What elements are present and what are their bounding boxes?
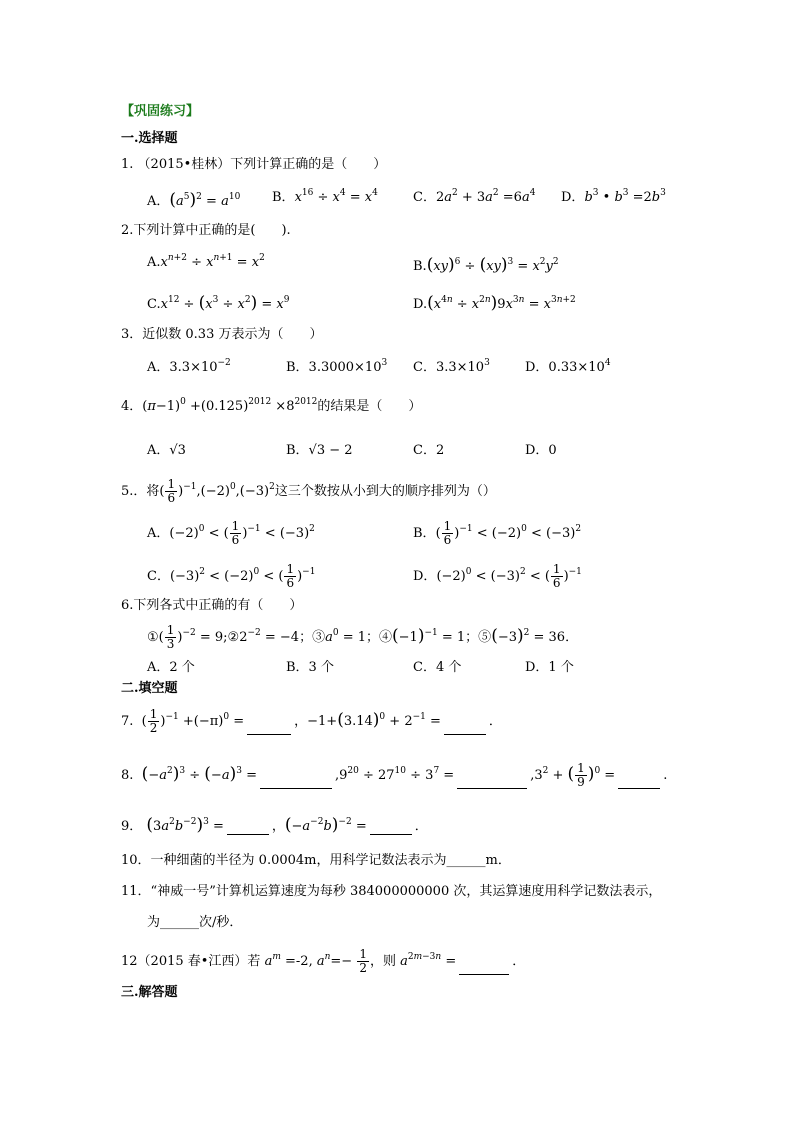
q7-blank-2[interactable]: [444, 734, 486, 735]
q3-option-c: C．$3.3\times 10^3$: [413, 358, 490, 375]
q5-option-d: D．$(-2)^0 < (-3)^2$ < ( $\frac{1}{6}$ )$^{-1}$: [413, 562, 582, 590]
section-answer-heading: 三.解答题: [121, 985, 178, 1000]
q9-blank-2[interactable]: [370, 834, 412, 835]
q2-option-c: $C.x^{12} \div (x^3 \div x^2) = x^9$: [147, 293, 290, 313]
q2-option-b: $B.(xy)^6 \div (xy)^3 = x^2y^2$: [413, 255, 559, 275]
q1-stem: （2015•桂林）下列计算正确的是（ ）: [137, 157, 387, 172]
question-10: 10．一种细菌的半径为 0.0004m，用科学记数法表示为______m．: [121, 853, 511, 868]
q7-blank-1[interactable]: [247, 734, 291, 735]
q5-suffix: 这三个数按从小到大的顺序排列为（）: [274, 484, 496, 499]
q5-option-b: B．( $\frac{1}{6}$ )$^{-1} < (-2)^0 < (-3)^2$: [413, 519, 582, 547]
q4-option-d: D．0: [525, 443, 557, 458]
q8-blank-2[interactable]: [457, 788, 527, 789]
q5-prefix: 5.．将: [121, 484, 160, 499]
question-7: 7. ( $\frac{1}{2}$ )$^{-1} +(-\pi)^0$ = ，$-1+(3.14)^0 + 2^{-1}$ = ．: [121, 707, 502, 735]
q1-option-a: A．$(a^5)^2 = a^{10}$: [147, 190, 241, 210]
section-fill-heading: 二.填空题: [121, 681, 178, 696]
q1-number: 1.: [121, 157, 134, 172]
q2-option-d: $D.(x^{4n} \div x^{2n})9x^{3n} = x^{3n+2}$: [413, 293, 576, 313]
q2-option-a: $A.x^{n+2} \div x^{n+1} = x^2$: [147, 253, 265, 270]
q4-option-c: C．2: [413, 443, 445, 458]
q4-option-a: A．√3: [147, 443, 186, 458]
q3-option-d: D．$0.33\times 10^4$: [525, 358, 611, 375]
q4-stem-suffix: 的结果是（ ）: [317, 399, 422, 414]
q6-option-b: B．3 个: [286, 660, 334, 675]
q3-option-b: B．$3.3000\times 10^3$: [286, 358, 388, 375]
q1-option-c: C．$2a^2 + 3a^2 =6a^4$: [413, 188, 536, 205]
q6-option-d: D．1 个: [525, 660, 574, 675]
q8-blank-3[interactable]: [618, 788, 660, 789]
q3-stem: 3．近似数 0.33 万表示为（ ）: [121, 327, 323, 342]
q5-stem: 5.．将( $\frac{1}{6}$ )$^{-1},(-2)^0,(-3)^2$这三个数按从小到大的顺序排列为（）: [121, 477, 496, 505]
question-8: 8. $(-a^2)^3 \div (-a)^3 = ,9^{20} \div 27^{10} \div 3^7 = ,3^2$ + ( $\frac{1}{9}$ )$^0$ = .: [121, 761, 668, 789]
q8-blank-1[interactable]: [260, 788, 332, 789]
question-9: 9． $(3a^2b^{-2})^3$ = ，$(-a^{-2}b)^{-2}$ = ．: [121, 815, 428, 835]
q4-stem: 4．$(\pi-1)^0 +(0.125)^{2012} \times 8^{2012}$的结果是（ ）: [121, 397, 422, 414]
question-11-line-2: 为______次/秒．: [147, 915, 243, 930]
q12-blank[interactable]: [459, 974, 509, 975]
practice-section-heading: 【巩固练习】: [121, 104, 200, 119]
q1-option-d: D．$b^3$ • $b^3 =2b^3$: [561, 188, 666, 205]
q1-option-b: B．$x^{16} \div x^4 = x^4$: [272, 188, 378, 205]
q6-statements: ①( $\frac{1}{3}$ )$^{-2} = 9;②2^{-2} = -4$；$③a^0 = 1$；$④(-1)^{-1} = 1$；$⑤(-3)^2 = 36$．: [147, 623, 579, 651]
question-12: 12（2015 春•江西）若 $a^m =-2$, $a^n=-$ $\frac{1}{2}$ ，则 $a^{2m-3n}$ = ．: [121, 947, 526, 975]
q6-option-a: A．2 个: [147, 660, 195, 675]
q5-option-a: A．$(-2)^0$ < ( $\frac{1}{6}$ )$^{-1} < (-3)^2$: [147, 519, 315, 547]
question-11-line-1: 11．“神威一号”计算机运算速度为每秒 384000000000 次，其运算速度用科学记数法表示，: [121, 884, 662, 899]
q4-option-b: B．√3 − 2: [286, 443, 353, 458]
q9-blank-1[interactable]: [227, 834, 269, 835]
q3-option-a: A．$3.3\times 10^{-2}$: [147, 358, 231, 375]
q6-option-c: C．4 个: [413, 660, 462, 675]
section-choice-heading: 一.选择题: [121, 131, 178, 146]
question-1: [121, 157, 386, 173]
q6-stem: 6.下列各式中正确的有（ ）: [121, 598, 303, 613]
q2-stem: 2.下列计算中正确的是( ).: [121, 223, 291, 238]
q5-option-c: C．$(-3)^2 < (-2)^0$ < ( $\frac{1}{6}$ )$^{-1}$: [147, 562, 316, 590]
